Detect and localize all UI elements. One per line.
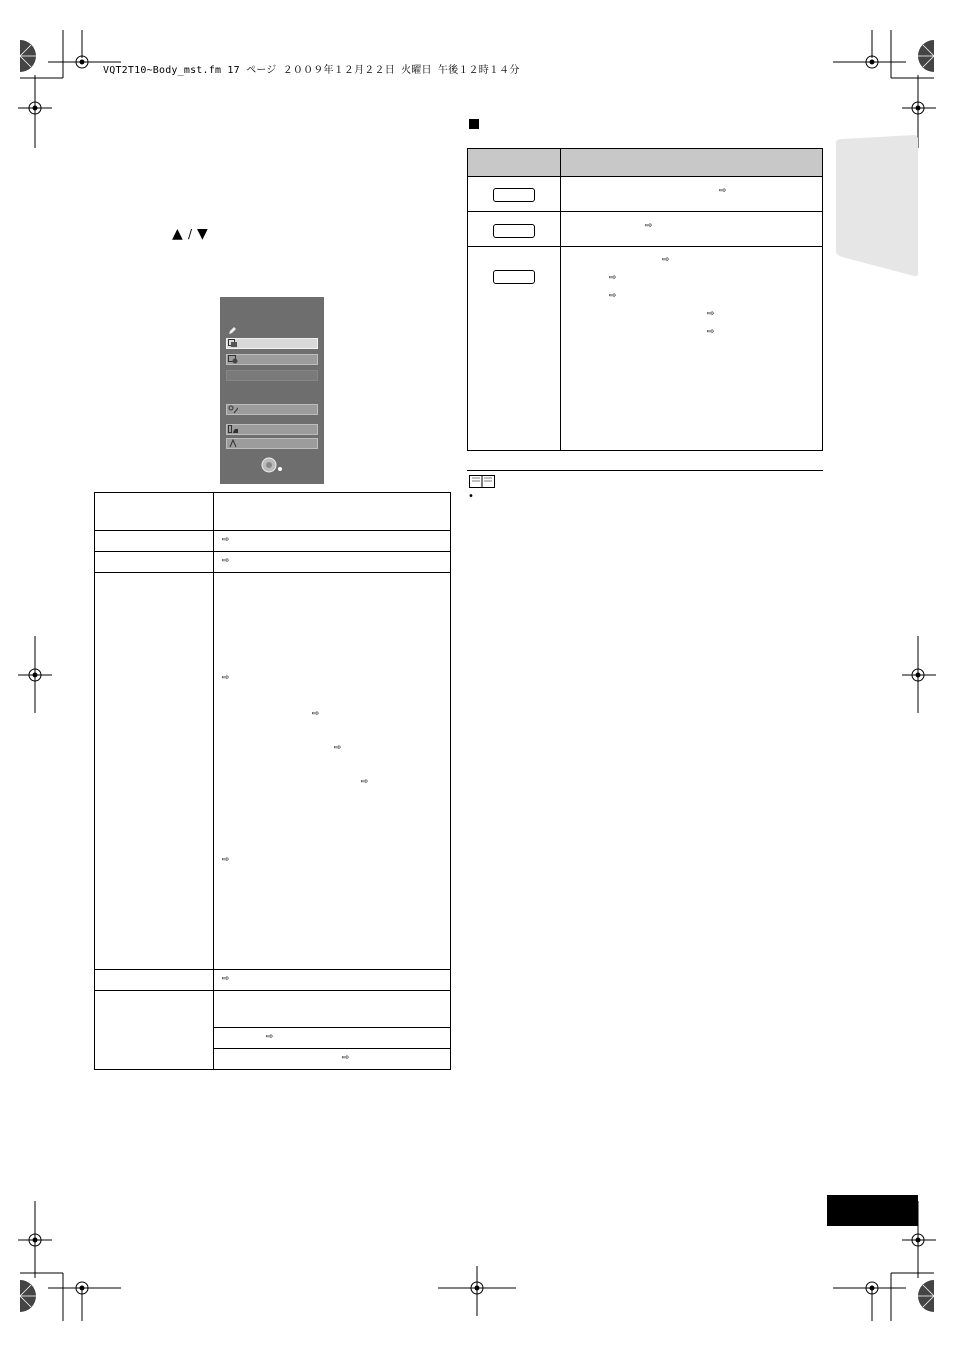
osd-item-disabled <box>226 370 318 381</box>
header-file-line: VQT2T10~Body_mst.fm 17 ページ ２００９年１２月２２日 火曜日 午後１２時１４分 <box>103 65 520 76</box>
osd-item-settings[interactable] <box>226 438 318 449</box>
table-row <box>468 247 823 451</box>
remote-button-graphic <box>493 270 535 284</box>
section-marker-square <box>469 119 479 129</box>
ref-arrow-icon: ⇨ <box>333 743 342 753</box>
osd-menu-screen <box>220 297 324 484</box>
ref-arrow-icon: ⇨ <box>221 974 230 984</box>
table-row <box>468 177 823 212</box>
ref-arrow-icon: ⇨ <box>311 709 320 719</box>
table-header-row <box>468 149 823 177</box>
ref-arrow-icon: ⇨ <box>706 309 715 319</box>
nav-down-symbol: ▼ <box>197 226 208 242</box>
table-row <box>95 991 451 1028</box>
ref-arrow-icon: ⇨ <box>221 535 230 545</box>
ref-arrow-icon: ⇨ <box>360 777 369 787</box>
button-function-table <box>467 148 823 451</box>
cloud-icon <box>228 425 238 434</box>
ref-arrow-icon: ⇨ <box>718 186 727 196</box>
settings-table <box>94 492 451 1070</box>
nav-slash-symbol: / <box>188 227 193 241</box>
note-book-icon <box>469 475 495 488</box>
photo-icon <box>228 339 238 348</box>
ref-arrow-icon: ⇨ <box>608 291 617 301</box>
nav-up-symbol: ▲ <box>172 226 183 242</box>
disc-logo-icon <box>261 457 283 473</box>
page-number-box <box>827 1195 918 1226</box>
remote-button-graphic <box>493 224 535 238</box>
ref-arrow-icon: ⇨ <box>221 556 230 566</box>
table-row <box>95 573 451 970</box>
note-bullet: • <box>468 491 474 502</box>
osd-item-video[interactable] <box>226 354 318 365</box>
pencil-icon <box>228 327 236 335</box>
remote-button-graphic <box>493 188 535 202</box>
table-row <box>468 212 823 247</box>
ref-arrow-icon: ⇨ <box>265 1032 274 1042</box>
table-row <box>95 531 451 552</box>
ref-arrow-icon: ⇨ <box>341 1053 350 1063</box>
ref-arrow-icon: ⇨ <box>608 273 617 283</box>
osd-item-cloud[interactable] <box>226 424 318 435</box>
video-icon <box>228 355 238 364</box>
table-header-row <box>95 493 451 531</box>
settings-icon <box>228 439 238 448</box>
ref-arrow-icon: ⇨ <box>706 327 715 337</box>
osd-item-network[interactable] <box>226 404 318 415</box>
network-icon <box>228 405 238 414</box>
ref-arrow-icon: ⇨ <box>221 855 230 865</box>
table-row <box>95 970 451 991</box>
osd-item-photo[interactable] <box>226 338 318 349</box>
side-tab <box>836 135 918 277</box>
ref-arrow-icon: ⇨ <box>661 255 670 265</box>
ref-arrow-icon: ⇨ <box>644 221 653 231</box>
table-row <box>95 552 451 573</box>
ref-arrow-icon: ⇨ <box>221 673 230 683</box>
note-divider <box>467 470 823 471</box>
